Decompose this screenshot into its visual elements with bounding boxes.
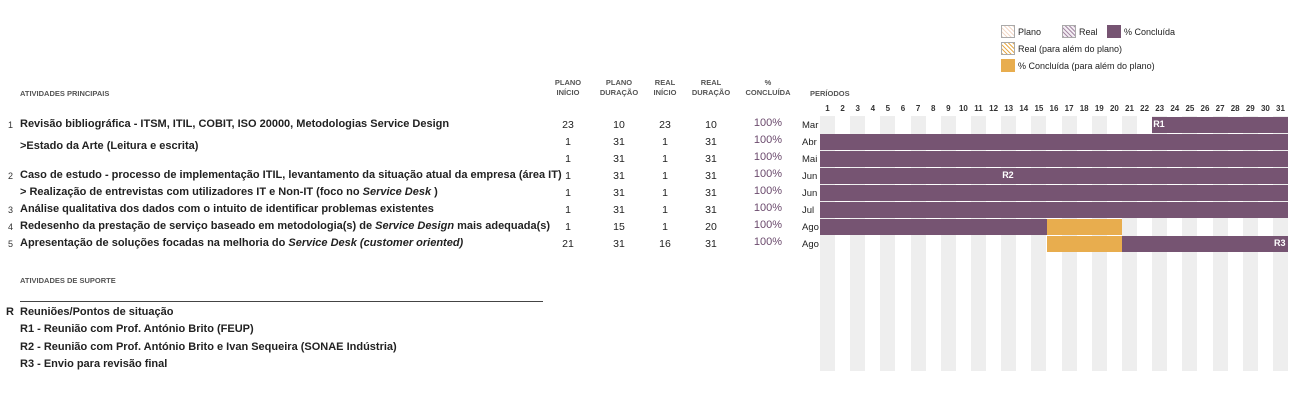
plan-start-value: 23: [562, 119, 574, 131]
period-number: 18: [1079, 104, 1089, 113]
support-title: Reuniões/Pontos de situação: [20, 306, 174, 318]
pct-done-value: 100%: [753, 134, 783, 146]
periods-header: PERÍODOS: [810, 89, 850, 98]
pct-legend-label: % Concluída: [1124, 27, 1176, 37]
activity-label: Análise qualitativa dos dados com o intuito de identificar problemas existentes: [20, 203, 434, 215]
row-index: 3: [8, 205, 14, 215]
plan-start-value: 21: [562, 238, 574, 250]
plan-duration-value: 10: [613, 119, 625, 131]
activity-emphasis: Service Desk (customer oriented): [288, 237, 464, 249]
real-start-value: 1: [662, 136, 668, 148]
period-number: 12: [989, 104, 999, 113]
gantt-bar-complete: [820, 134, 1288, 150]
real-start-header: [643, 78, 687, 98]
real-duration-value: 31: [705, 136, 717, 148]
real-start-value: 23: [659, 119, 671, 131]
plan-start-value: 1: [565, 221, 571, 233]
support-item-r2: R2 - Reunião com Prof. António Brito e Ivan Sequeira (SONAE Indústria): [20, 341, 397, 353]
period-number: 27: [1215, 104, 1225, 113]
main-activities-header: ATIVIDADES PRINCIPAIS: [20, 89, 110, 98]
period-number: 9: [946, 104, 951, 113]
real-start-value: 1: [662, 204, 668, 216]
period-number: 7: [915, 104, 921, 113]
month-label: Abr: [802, 137, 817, 148]
real-duration-value: 31: [705, 170, 717, 182]
period-number: 29: [1245, 104, 1255, 113]
plan-duration-value: 31: [613, 153, 625, 165]
pct-done-value: 100%: [753, 185, 783, 197]
month-label: Ago: [802, 239, 819, 250]
period-number: 26: [1200, 104, 1210, 113]
gantt-bar-complete: [820, 168, 1288, 184]
period-number: 4: [870, 104, 876, 113]
real-beyond-legend-label: Real (para além do plano): [1018, 44, 1123, 54]
real-duration-header-line2: DURAÇÃO: [691, 88, 731, 97]
support-item-r1: R1 - Reunião com Prof. António Brito (FEUP): [20, 323, 254, 335]
month-label: Mai: [802, 154, 818, 165]
period-number: 10: [958, 104, 968, 113]
pct-done-value: 100%: [753, 236, 783, 248]
pct-done-header: [742, 78, 794, 98]
gantt-bar-beyond-plan: [1047, 236, 1123, 252]
real-legend-label: Real: [1079, 27, 1098, 37]
support-item-r3: R3 - Envio para revisão final: [20, 358, 168, 370]
gantt-bar-complete: [820, 219, 1047, 235]
period-number: 15: [1034, 104, 1044, 113]
period-number: 3: [855, 104, 860, 113]
gantt-bar-complete: [820, 202, 1288, 218]
row-index: 2: [8, 171, 14, 181]
row-index: 5: [8, 239, 14, 249]
pct-done-header-line2: CONCLUÍDA: [745, 88, 791, 97]
period-number: 30: [1260, 104, 1270, 113]
period-number: 5: [885, 104, 891, 113]
activity-label: Revisão bibliográfica - ITSM, ITIL, COBIT, ISO 20000, Metodologias Service Design: [20, 118, 450, 130]
real-duration-value: 31: [705, 238, 717, 250]
pct-done-value: 100%: [753, 168, 783, 180]
gantt-bar-complete: [1122, 236, 1288, 252]
plan-duration-value: 31: [613, 187, 625, 199]
real-start-value: 1: [662, 170, 668, 182]
period-number: 23: [1155, 104, 1165, 113]
plan-legend-label: Plano: [1018, 27, 1042, 37]
plan-duration-header-line2: DURAÇÃO: [599, 88, 639, 97]
period-number: 6: [900, 104, 906, 113]
plan-duration-value: 31: [613, 238, 625, 250]
month-label: Jun: [802, 171, 818, 182]
milestone-marker: R1: [1153, 119, 1165, 129]
period-number: 22: [1140, 104, 1150, 113]
pct-done-value: 100%: [753, 151, 783, 163]
period-number: 25: [1185, 104, 1195, 113]
plan-duration-header-line1: PLANO: [605, 78, 633, 87]
pct-done-value: 100%: [753, 219, 783, 231]
pct-beyond-legend-label: % Concluída (para além do plano): [1018, 61, 1155, 71]
month-label: Ago: [802, 222, 819, 233]
real-start-value: 16: [659, 238, 671, 250]
gantt-bar-complete: [820, 151, 1288, 167]
plan-start-value: 1: [565, 204, 571, 216]
support-marker-letter: R: [6, 306, 14, 318]
period-number: 16: [1049, 104, 1059, 113]
gantt-bar-beyond-plan: [1047, 219, 1123, 235]
real-start-header-line2: INÍCIO: [653, 88, 677, 97]
activity-label: >Estado da Arte (Leitura e escrita): [20, 140, 199, 152]
month-label: Mar: [802, 120, 819, 131]
plan-duration-header: [595, 78, 643, 98]
pct-done-value: 100%: [753, 202, 783, 214]
real-duration-value: 31: [705, 187, 717, 199]
plan-duration-value: 15: [613, 221, 625, 233]
period-number: 13: [1004, 104, 1014, 113]
real-start-value: 1: [662, 187, 668, 199]
row-index: 4: [8, 222, 14, 232]
pct-done-header-line1: %: [764, 78, 772, 87]
period-number: 28: [1230, 104, 1240, 113]
gantt-bar-complete: [1152, 117, 1288, 133]
gantt-bar-complete: [820, 185, 1288, 201]
milestone-marker: R2: [1002, 170, 1014, 180]
real-duration-value: 31: [705, 204, 717, 216]
plan-duration-value: 31: [613, 136, 625, 148]
period-number: 19: [1094, 104, 1104, 113]
real-legend-swatch: [1062, 25, 1076, 38]
plan-start-header-line2: INÍCIO: [556, 88, 580, 97]
plan-start-header-line1: PLANO: [554, 78, 582, 87]
real-duration-value: 31: [705, 153, 717, 165]
plan-start-header: [546, 78, 590, 98]
plan-duration-value: 31: [613, 170, 625, 182]
real-duration-value: 20: [705, 221, 717, 233]
support-activities-header: ATIVIDADES DE SUPORTE: [20, 276, 116, 285]
row-index: 1: [8, 120, 14, 130]
period-number: 2: [840, 104, 845, 113]
activity-label: Apresentação de soluções focadas na melhoria do Service Desk (customer oriented): [20, 237, 464, 249]
activity-emphasis: Service Design: [375, 220, 455, 232]
period-number: 1: [825, 104, 830, 113]
period-number: 31: [1276, 104, 1285, 113]
support-divider: [20, 301, 543, 302]
activity-label: Redesenho da prestação de serviço baseado em metodologia(s) de Service Design mais adequada(s): [20, 220, 551, 232]
activity-emphasis: Service Desk: [362, 186, 432, 198]
milestone-marker: R3: [1274, 238, 1286, 248]
activity-label: Caso de estudo - processo de implementação ITIL, levantamento da situação atual da empresa (área IT): [20, 169, 562, 181]
period-number: 11: [974, 104, 983, 113]
period-number: 8: [930, 104, 936, 113]
real-start-value: 1: [662, 221, 668, 233]
period-number: 20: [1109, 104, 1119, 113]
pct-beyond-legend-swatch: [1001, 59, 1015, 72]
real-duration-value: 10: [705, 119, 717, 131]
plan-start-value: 1: [565, 136, 571, 148]
real-start-header-line1: REAL: [654, 78, 676, 87]
month-label: Jul: [802, 205, 815, 216]
activity-label: > Realização de entrevistas com utilizadores IT e Non-IT (foco no Service Desk ): [20, 186, 438, 198]
plan-duration-value: 31: [613, 204, 625, 216]
plan-legend-swatch: [1001, 25, 1015, 38]
real-duration-header: [687, 78, 735, 98]
month-label: Jun: [802, 188, 818, 199]
plan-start-value: 1: [565, 153, 571, 165]
period-number: 14: [1019, 104, 1029, 113]
period-number: 17: [1064, 104, 1074, 113]
plan-start-value: 1: [565, 187, 571, 199]
period-number: 21: [1125, 104, 1134, 113]
pct-done-value: 100%: [753, 117, 783, 129]
plan-start-value: 1: [565, 170, 571, 182]
pct-legend-swatch: [1107, 25, 1121, 38]
period-number: 24: [1170, 104, 1180, 113]
real-start-value: 1: [662, 153, 668, 165]
real-duration-header-line1: REAL: [700, 78, 722, 87]
real-beyond-legend-swatch: [1001, 42, 1015, 55]
